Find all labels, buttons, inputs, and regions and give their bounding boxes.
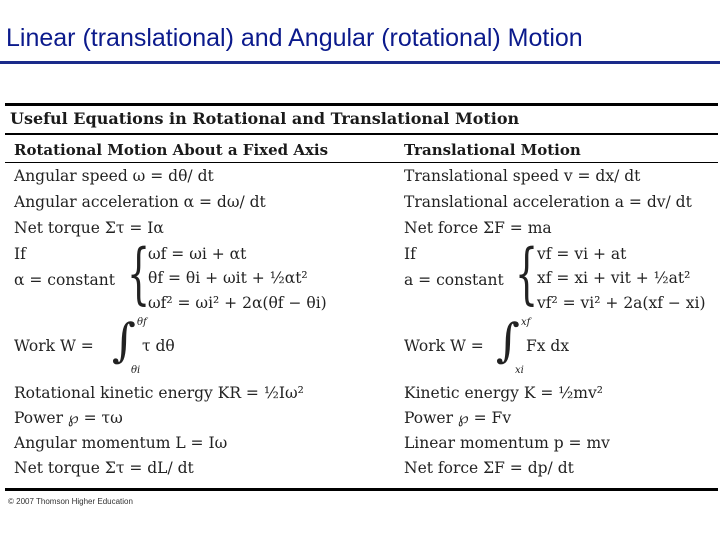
trans-kinematic-3: vf² = vi² + 2a(xf − xi) xyxy=(537,294,706,312)
trans-kinematic-2: xf = xi + vit + ½at² xyxy=(537,269,691,287)
rot-if-label: If xyxy=(14,245,26,263)
trans-work-label: Work W = xyxy=(404,337,484,355)
rot-integral-sign: ∫ xyxy=(112,313,136,367)
title-underline xyxy=(0,61,720,64)
copyright-notice: © 2007 Thomson Higher Education xyxy=(8,497,133,506)
rot-work-label: Work W = xyxy=(14,337,94,355)
rot-kinematic-2: θf = θi + ωit + ½αt² xyxy=(148,269,308,287)
net-force-dp-eq: Net force ΣF = dp/ dt xyxy=(404,459,574,477)
rot-power-eq: Power ℘ = τω xyxy=(14,409,123,427)
trans-left-brace: { xyxy=(515,235,539,312)
angular-momentum-eq: Angular momentum L = Iω xyxy=(14,434,228,452)
trans-if-label: If xyxy=(404,245,416,263)
trans-power-eq: Power ℘ = Fv xyxy=(404,409,512,427)
rot-kinematic-3: ωf² = ωi² + 2α(θf − θi) xyxy=(148,294,327,312)
translational-heading: Translational Motion xyxy=(404,141,581,159)
trans-integral-upper: xf xyxy=(521,317,531,328)
rot-constant-label: α = constant xyxy=(14,271,115,289)
trans-constant-label: a = constant xyxy=(404,271,504,289)
trans-kinematic-1: vf = vi + at xyxy=(537,245,627,263)
rot-kinetic-energy-eq: Rotational kinetic energy KR = ½Iω² xyxy=(14,384,304,402)
rot-integral-upper: θf xyxy=(137,317,147,328)
linear-momentum-eq: Linear momentum p = mv xyxy=(404,434,610,452)
equations-table xyxy=(5,103,718,493)
net-torque-eq: Net torque Στ = Iα xyxy=(14,219,164,237)
trans-work-integrand: Fx dx xyxy=(526,337,570,355)
rot-work-integrand: τ dθ xyxy=(142,337,175,355)
rot-kinematic-1: ωf = ωi + αt xyxy=(148,245,247,263)
trans-integral-lower: xi xyxy=(515,365,524,376)
net-torque-dl-eq: Net torque Στ = dL/ dt xyxy=(14,459,194,477)
caption-rule xyxy=(5,133,718,135)
table-caption: Useful Equations in Rotational and Translational Motion xyxy=(10,109,520,128)
angular-speed-eq: Angular speed ω = dθ/ dt xyxy=(14,167,214,185)
rot-left-brace: { xyxy=(127,235,151,312)
rot-integral-lower: θi xyxy=(131,365,141,376)
net-force-eq: Net force ΣF = ma xyxy=(404,219,552,237)
trans-integral-sign: ∫ xyxy=(496,313,520,367)
table-bottom-rule xyxy=(5,488,718,491)
angular-acceleration-eq: Angular acceleration α = dω/ dt xyxy=(14,193,266,211)
rotational-heading: Rotational Motion About a Fixed Axis xyxy=(14,141,329,159)
table-top-rule xyxy=(5,103,718,106)
trans-kinetic-energy-eq: Kinetic energy K = ½mv² xyxy=(404,384,603,402)
translational-acceleration-eq: Translational acceleration a = dv/ dt xyxy=(404,193,692,211)
translational-speed-eq: Translational speed v = dx/ dt xyxy=(404,167,641,185)
slide-title: Linear (translational) and Angular (rotational) Motion xyxy=(6,24,583,52)
header-rule xyxy=(5,162,718,163)
